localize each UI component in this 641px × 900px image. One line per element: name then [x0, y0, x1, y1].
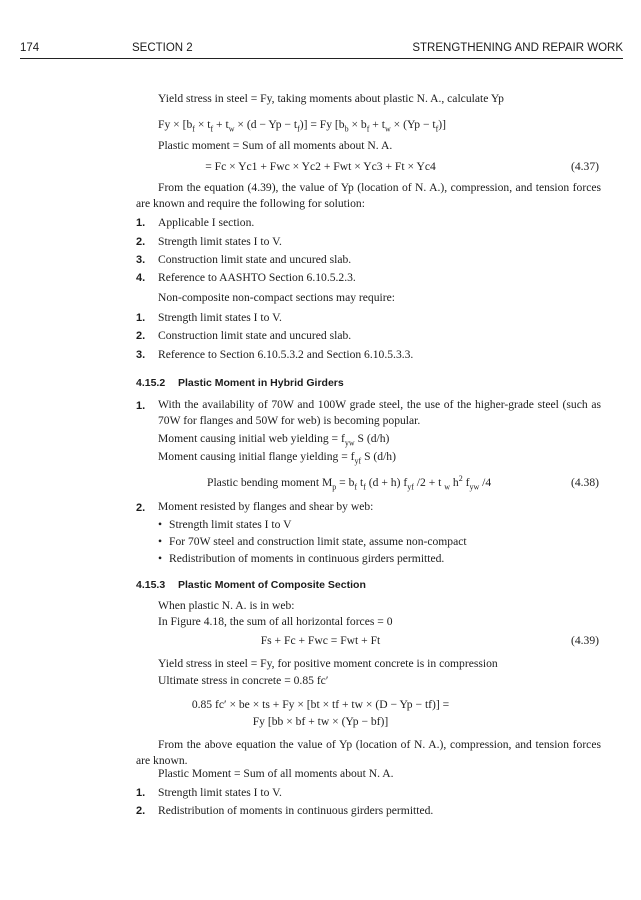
bullet: •: [158, 518, 163, 531]
para-hybrid-steel: With the availability of 70W and 100W grade steel, the use of the higher-grade steel (such as 70W for flanges and 50W for web) is becoming popular.: [158, 398, 601, 427]
bullet: •: [158, 535, 163, 548]
para-plastic-na: When plastic N. A. is in web:: [158, 599, 295, 612]
list-number: 2.: [136, 236, 146, 248]
list-number: 2.: [136, 330, 146, 342]
bullet: •: [158, 552, 163, 565]
equation-4-39: Fs + Fc + Fwc = Fwt + Ft: [260, 634, 381, 647]
bullet-item: Redistribution of moments in continuous girders permitted.: [169, 552, 445, 565]
equation-number-4-39: (4.39): [570, 634, 599, 647]
header-section: SECTION 2: [132, 42, 193, 54]
equation-composite-line2: Fy [bb × bf + tw × (Yp − bf)]: [252, 715, 389, 728]
para-yield-stress: Yield stress in steel = Fy, taking moments about plastic N. A., calculate Yp: [158, 92, 504, 105]
list-number: 3.: [136, 349, 146, 361]
running-header: [20, 38, 623, 59]
list-item: Reference to Section 6.10.5.3.2 and Section 6.10.5.3.3.: [158, 348, 414, 361]
para-concrete-stress: Ultimate stress in concrete = 0.85 fc′: [158, 674, 329, 687]
bullet-item: Strength limit states I to V: [169, 518, 292, 531]
equation-number-4-38: (4.38): [570, 476, 599, 489]
web-yielding-moment: Moment causing initial web yielding = $f_{yw}$ S (d/h): [158, 432, 390, 448]
equation-4-38: Plastic bending moment $M_p = b_f$ $t_f$ (d + h) $f_{yf}$ /2 + t $_w$ $h^2$ $f_{yw}$ /4: [207, 474, 492, 492]
equation-number-4-37: (4.37): [570, 160, 599, 173]
para-forces-known: From the above equation the value of Yp (location of N. A.), compression, and tension forces are known.: [136, 738, 601, 767]
list-item: Strength limit states I to V.: [158, 786, 282, 799]
list-item: Redistribution of moments in continuous girders permitted.: [158, 804, 434, 817]
list-number: 1.: [136, 217, 146, 229]
section-heading-4-15-2: [136, 375, 344, 391]
equation-force-balance: $Fy \times [b_f \times t_f + t_w \times (d - Yp - t_f)] = Fy$ $[b_b \times b_f + t_w \times (Yp - t_f)]$: [158, 118, 447, 134]
list-item: Moment resisted by flanges and shear by web:: [158, 500, 374, 513]
para-noncomposite: Non-composite non-compact sections may require:: [158, 291, 395, 304]
list-item: Reference to AASHTO Section 6.10.5.2.3.: [158, 271, 356, 284]
equation-4-37: = Fc × Yc1 + Fwc × Yc2 + Fwt × Yc3 + Ft × Yc4: [205, 160, 436, 173]
list-item: Strength limit states I to V.: [158, 235, 282, 248]
equation-composite-line1: 0.85 fc′ × be × ts + Fy × [bt × tf + tw × (D − Yp − tf)] =: [191, 698, 450, 711]
list-item: Construction limit state and uncured slab.: [158, 329, 352, 342]
section-title: Plastic Moment of Composite Section: [178, 579, 366, 591]
list-number: 1.: [136, 312, 146, 324]
plastic-moment-def: Plastic moment = Sum of all moments about N. A.: [158, 139, 393, 152]
flange-yielding-moment: Moment causing initial flange yielding = $f_{yf}$ S (d/h): [158, 450, 396, 466]
list-number: 2.: [136, 502, 146, 514]
para-plastic-moment-sum: Plastic Moment = Sum of all moments about N. A.: [158, 767, 394, 780]
section-number: 4.15.2: [136, 377, 166, 389]
section-number: 4.15.3: [136, 579, 166, 591]
section-title: Plastic Moment in Hybrid Girders: [178, 377, 344, 389]
bullet-item: For 70W steel and construction limit state, assume non-compact: [169, 535, 467, 548]
list-number: 1.: [136, 400, 146, 412]
page-number: 174: [20, 42, 40, 54]
list-number: 1.: [136, 787, 146, 799]
list-number: 4.: [136, 272, 146, 284]
list-number: 3.: [136, 254, 146, 266]
section-heading-4-15-3: [136, 577, 366, 593]
para-solution: From the equation (4.39), the value of Yp (location of N. A.), compression, and tension forces are known and require the following for solution:: [136, 181, 601, 210]
list-item: Applicable I section.: [158, 216, 255, 229]
list-item: Strength limit states I to V.: [158, 311, 282, 324]
para-horizontal-forces: In Figure 4.18, the sum of all horizontal forces = 0: [158, 615, 393, 628]
header-title: STRENGTHENING AND REPAIR WORK: [412, 42, 623, 54]
para-positive-moment: Yield stress in steel = Fy, for positive moment concrete is in compression: [158, 657, 498, 670]
list-item: Construction limit state and uncured slab.: [158, 253, 352, 266]
list-number: 2.: [136, 805, 146, 817]
